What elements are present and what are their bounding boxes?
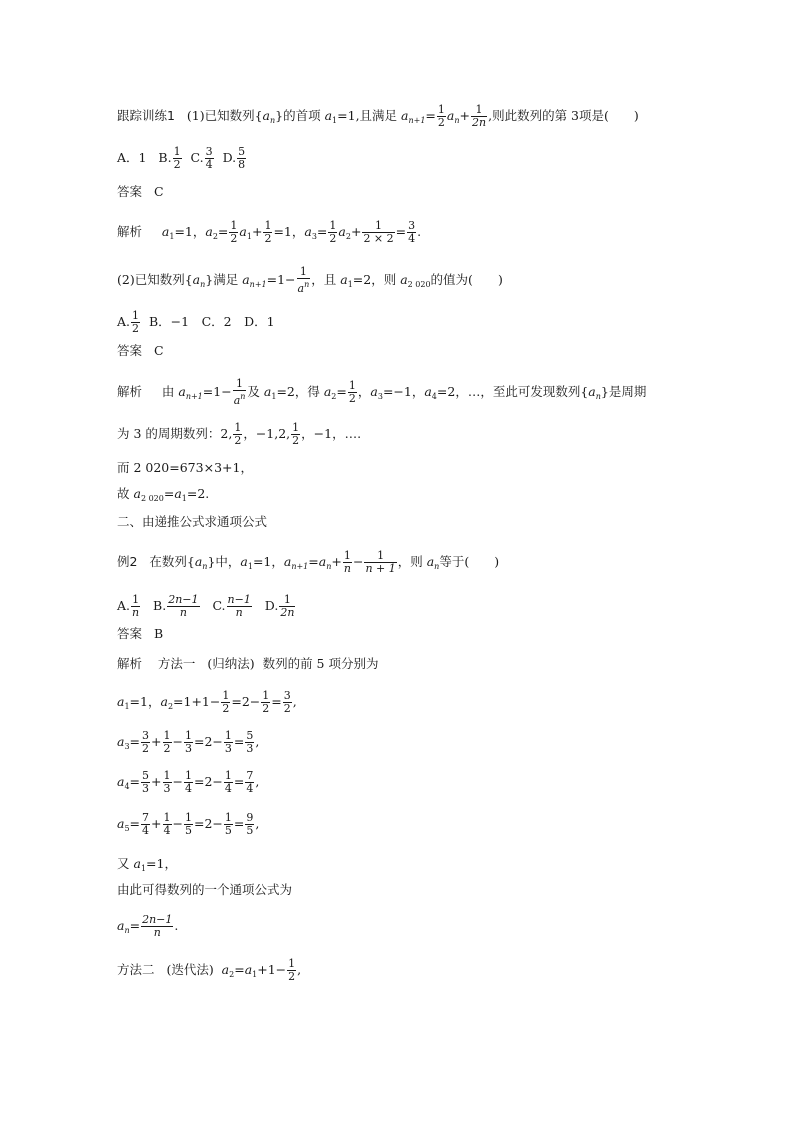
option-d: D. (264, 598, 279, 613)
option-c: C. (212, 598, 226, 613)
option-a: A. (117, 314, 131, 329)
example-2-row4: $a_5=$ $\frac{7}{4}$ + $\frac{1}{4}$ − $\frac{1}{5}$ =2− $\frac{1}{5}$ = $\frac{9}{5}$ , (117, 811, 260, 837)
option-a: A. (117, 598, 131, 613)
option-b: B. (158, 150, 172, 165)
option-b: B. (153, 598, 167, 613)
example-2-method2: 方法二 (迭代法) $a_2=a_1+1-$ $\frac{1}{2}$ , (117, 957, 302, 983)
practice-2-conclusion: 故 $a_{2 020}=a_1=2$. (117, 486, 210, 503)
option-a: A．1 (117, 150, 147, 165)
practice-2-analysis: 解析 由 $a_{n+1}=1-$ $\frac{1}{a^n}$ 及 $a_1=2$，得 $a_2=$ $\frac{1}{2}$ ，$a_3=-1$，$a_4=2$，…，至此可发现数列$\{a_n\}$是周期 (117, 377, 647, 407)
option-d: D. (222, 150, 237, 165)
practice-1-options: A．1 B. $\frac{1}{2}$ C. $\frac{3}{4}$ D. $\frac{5}{8}$ (117, 145, 246, 171)
practice-2-mod: 而 2 020=673×3+1， (117, 460, 253, 475)
practice-2-question: (2)已知数列$\{a_n\}$满足 $a_{n+1}=1-$ $\frac{1}{a^n}$ ，且 $a_1=2$，则 $a_{2 020}$的值为( ) (117, 265, 503, 295)
example-2-conclude: 由此可得数列的一个通项公式为 (117, 882, 293, 897)
practice-1-answer: 答案 C (117, 184, 164, 199)
option-c: C. (190, 150, 204, 165)
example-2-row3: $a_4=$ $\frac{5}{3}$ + $\frac{1}{3}$ − $\frac{1}{4}$ =2− $\frac{1}{4}$ = $\frac{7}{4}$ , (117, 769, 260, 795)
example-2-also: 又 $a_1=1$， (117, 856, 177, 873)
example-2-row1: $a_1=1$，$a_2=1+1-$ $\frac{1}{2}$ =2− $\frac{1}{2}$ = $\frac{3}{2}$ , (117, 689, 297, 715)
example-2-general-term: $a_n=$ $\frac{2n-1}{n}$ . (117, 913, 179, 939)
practice-1-analysis: 解析 $a_1=1$，$a_2=$ $\frac{1}{2}$ $a_1+$ $\frac{1}{2}$ =1，$a_3=$ $\frac{1}{2}$ $a_2+$ $\frac{1}{2 \times 2}$ = $\frac{3}{4}$ . (117, 219, 422, 245)
example-2-question: 例2 在数列$\{a_n\}$中，$a_1=1$，$a_{n+1}=a_n+$ $\frac{1}{n}$ − $\frac{1}{n + 1}$ ，则 $a_n$等于( ) (117, 549, 500, 575)
practice-2-answer: 答案 C (117, 343, 164, 358)
practice-2-options: A. $\frac{1}{2}$ B．−1 C．2 D．1 (117, 309, 275, 335)
example-2-answer: 答案 B (117, 626, 164, 641)
example-2-method1: 解析 方法一 (归纳法) 数列的前 5 项分别为 (117, 656, 379, 671)
section-heading: 二、由递推公式求通项公式 (117, 514, 268, 529)
example-2-options: A. $\frac{1}{n}$ B. $\frac{2n-1}{n}$ C. $\frac{n-1}{n}$ D. $\frac{1}{2n}$ (117, 593, 295, 619)
practice-label: 跟踪训练1 (117, 108, 175, 123)
practice-2-period: 为 3 的周期数列：2, $\frac{1}{2}$ ，−1,2, $\frac{1}{2}$ ，−1，…. (117, 421, 362, 447)
practice-1-question: 跟踪训练1 (1)已知数列$\{a_n\}$的首项 $a_1=1$,且满足 $a_{n+1}=$ $\frac{1}{2}$ $a_n+$ $\frac{1}{2n}$ ,则此数列的第 3项是( ) (117, 103, 639, 129)
example-2-row2: $a_3=$ $\frac{3}{2}$ + $\frac{1}{2}$ − $\frac{1}{3}$ =2− $\frac{1}{3}$ = $\frac{5}{3}$ , (117, 729, 260, 755)
